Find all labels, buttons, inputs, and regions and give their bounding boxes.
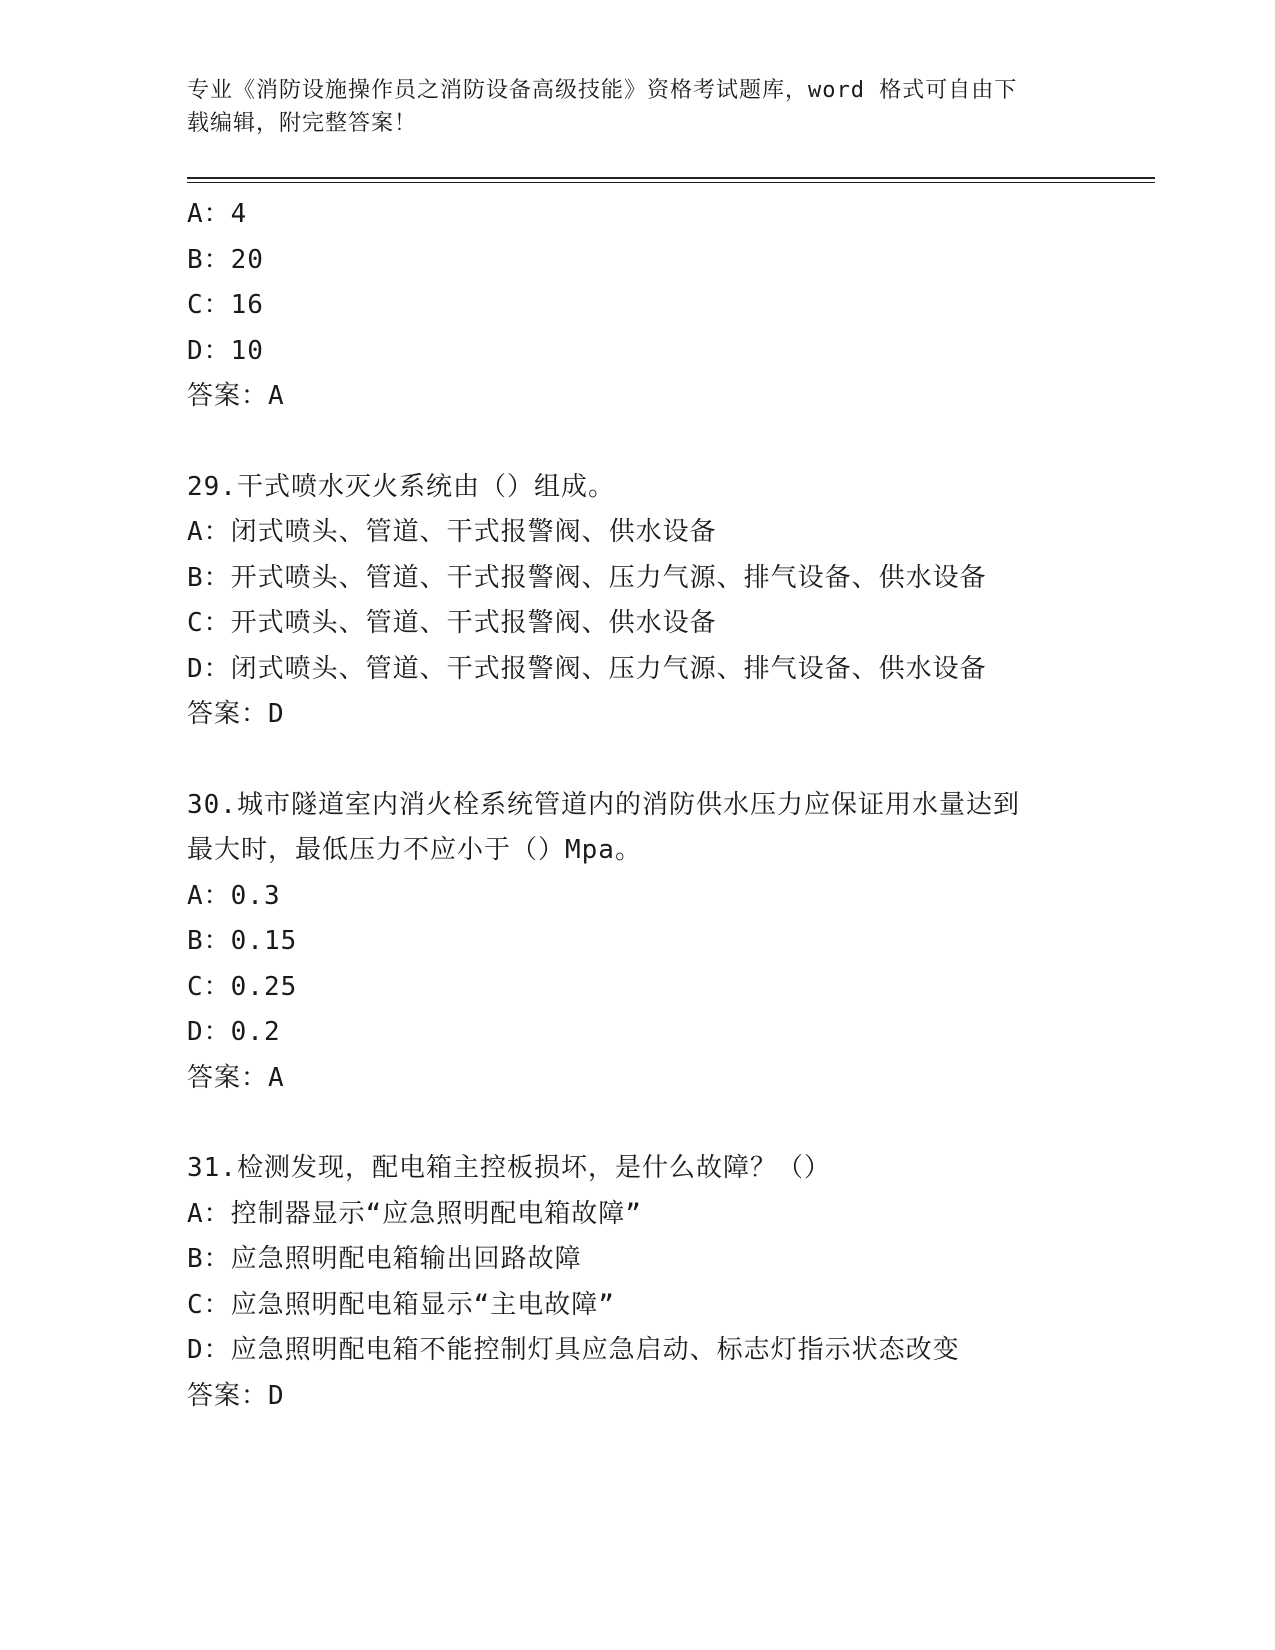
document-header: [187, 74, 1067, 140]
option-d: D：10: [187, 335, 264, 366]
option-c: C：应急照明配电箱显示“主电故障”: [187, 1289, 615, 1320]
option-b: B：开式喷头、管道、干式报警阀、压力气源、排气设备、供水设备: [187, 562, 987, 593]
question-28: [187, 192, 1087, 420]
option-a: A：0.3: [187, 880, 281, 911]
answer: 答案：A: [187, 381, 285, 411]
option-b: B：20: [187, 244, 264, 275]
answer: 答案：A: [187, 1062, 285, 1093]
option-a: A：闭式喷头、管道、干式报警阀、供水设备: [187, 517, 717, 547]
option-c: C：16: [187, 290, 264, 320]
header-divider-thick: [187, 177, 1155, 179]
option-a: A：4: [187, 199, 248, 229]
question-stem: 31.检测发现，配电箱主控板损坏，是什么故障？（）: [187, 1153, 831, 1183]
question-31: [187, 1146, 1087, 1419]
header-line-1: 专业《消防设施操作员之消防设备高级技能》资格考试题库，word 格式可自由下: [187, 78, 1018, 103]
question-stem-line-1: 30.城市隧道室内消火栓系统管道内的消防供水压力应保证用水量达到: [187, 789, 1020, 820]
option-b: B：应急照明配电箱输出回路故障: [187, 1244, 582, 1274]
option-b: B：0.15: [187, 926, 298, 956]
option-a: A：控制器显示“应急照明配电箱故障”: [187, 1198, 642, 1229]
question-stem-line-2: 最大时，最低压力不应小于（）Mpa。: [187, 835, 642, 865]
question-30: [187, 783, 1087, 1102]
option-d: D：0.2: [187, 1017, 281, 1047]
option-c: C：开式喷头、管道、干式报警阀、供水设备: [187, 608, 717, 638]
question-stem: 29.干式喷水灭火系统由（）组成。: [187, 471, 615, 502]
option-d: D：应急照明配电箱不能控制灯具应急启动、标志灯指示状态改变: [187, 1335, 960, 1365]
question-29: [187, 465, 1087, 738]
option-c: C：0.25: [187, 971, 298, 1002]
header-line-2: 载编辑，附完整答案！: [187, 111, 418, 136]
header-divider-thin: [187, 182, 1155, 183]
answer: 答案：D: [187, 699, 285, 729]
answer: 答案：D: [187, 1380, 285, 1411]
option-d: D：闭式喷头、管道、干式报警阀、压力气源、排气设备、供水设备: [187, 653, 987, 684]
question-list: [187, 192, 1087, 1419]
